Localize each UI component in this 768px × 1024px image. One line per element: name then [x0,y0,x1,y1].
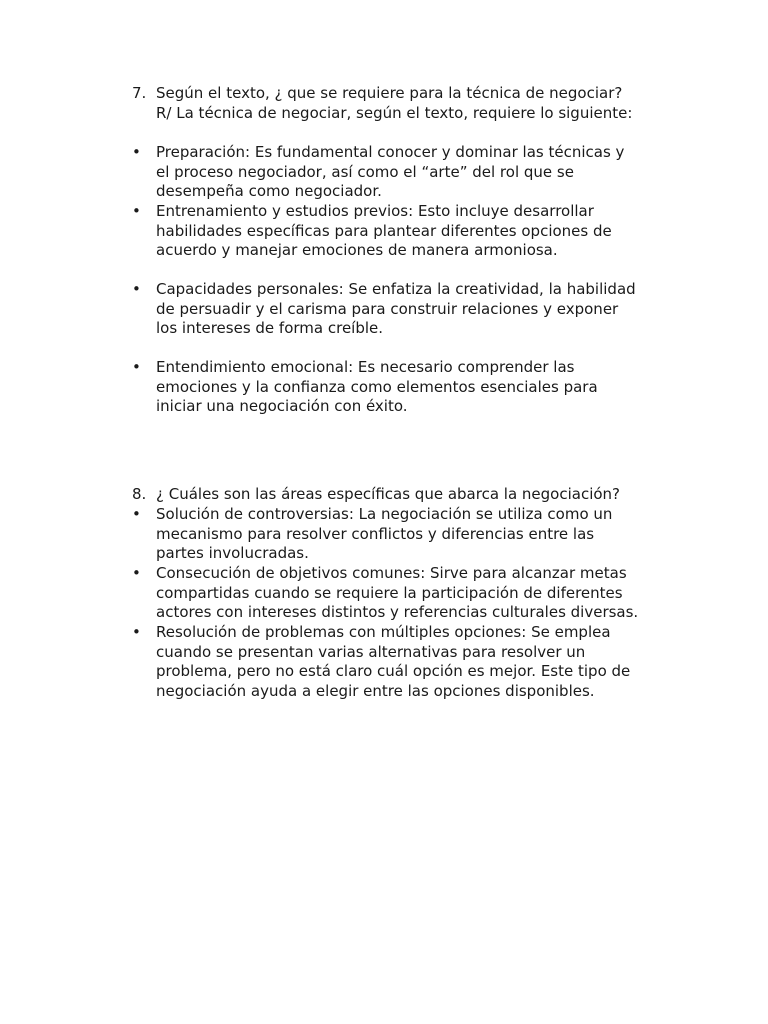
bullet-icon: • [132,564,141,582]
list-item [132,143,672,202]
bullet-icon: • [132,202,141,220]
bullet-icon: • [132,143,141,161]
question-text: ¿ Cuáles son las áreas específicas que abarca la negociación? [156,485,621,503]
question-text: Según el texto, ¿ que se requiere para la técnica de negociar? [156,84,623,102]
question-number: 8. [132,485,147,503]
answer-intro [132,104,672,124]
question-number: 7. [132,84,147,102]
list-item-text: Solución de controversias: La negociación se utiliza como un mecanismo para resolver conflictos y diferencias entre las partes involucradas. [156,505,613,563]
list-item [132,280,672,339]
list-item [132,358,672,417]
bullet-icon: • [132,358,141,376]
list-item-text: Consecución de objetivos comunes: Sirve para alcanzar metas compartidas cuando se requiere la participación de diferentes actores con intereses distintos y referencias culturales diversas. [156,564,639,622]
bullet-icon: • [132,280,141,298]
list-item-text: Capacidades personales: Se enfatiza la creatividad, la habilidad de persuadir y el carisma para construir relaciones y exponer los intereses de forma creíble. [156,280,636,338]
list-item-text: Preparación: Es fundamental conocer y dominar las técnicas y el proceso negociador, así como el “arte” del rol que se desempeña como negociador. [156,143,625,201]
list-item [132,505,672,564]
answer-intro-text: R/ La técnica de negociar, según el texto, requiere lo siguiente: [156,104,633,122]
question-7 [132,84,672,104]
list-item [132,202,672,261]
bullet-icon: • [132,623,141,641]
list-item [132,564,672,623]
list-item-text: Resolución de problemas con múltiples opciones: Se emplea cuando se presentan varias alternativas para resolver un problema, pero no está claro cuál opción es mejor. Este tipo de negociación ayuda a elegir entre las opciones disponibles. [156,623,631,700]
question-8 [132,485,672,505]
list-item-text: Entrenamiento y estudios previos: Esto incluye desarrollar habilidades específicas para plantear diferentes opciones de acuerdo y manejar emociones de manera armoniosa. [156,202,612,260]
list-item-text: Entendimiento emocional: Es necesario comprender las emociones y la confianza como elementos esenciales para iniciar una negociación con éxito. [156,358,598,416]
list-item [132,623,672,701]
bullet-icon: • [132,505,141,523]
